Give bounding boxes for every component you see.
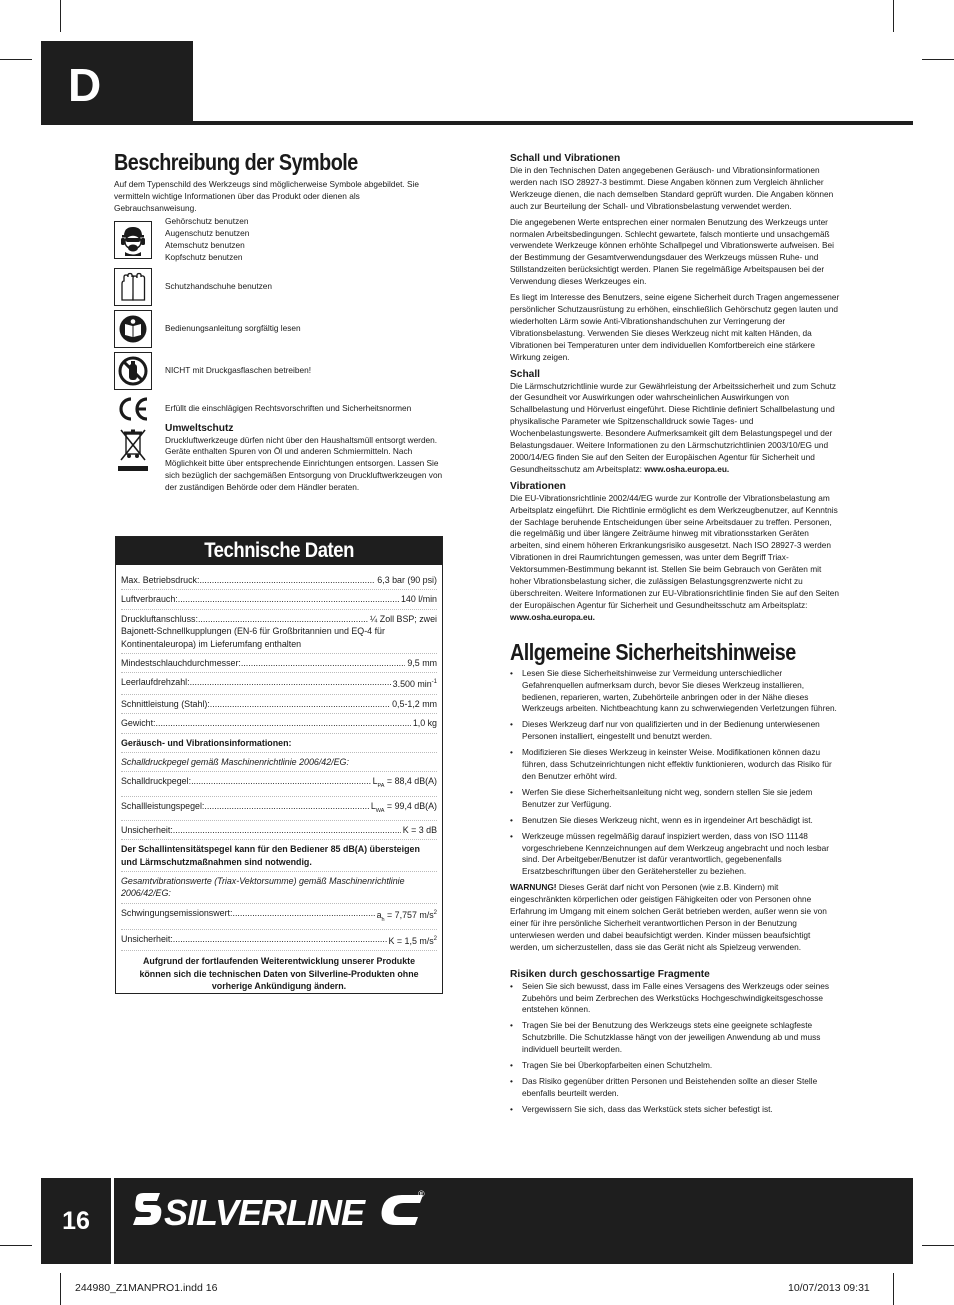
symbol-list: [114, 216, 444, 493]
symbol-label: NICHT mit Druckgasflaschen betreiben!: [165, 364, 312, 375]
crop-mark: [60, 0, 61, 32]
environment-text: Druckluftwerkzeuge dürfen nicht über den Haushaltsmüll entsorgt werden. Geräte enthalten Spuren von Öl und anderen Schmiermitteln. Nach Möglichkeit bitte über entsprechende Einrichtungen entsorgen. Lassen Sie sich bezüglich der sachgemäßen Entsorgung von Druckluftwerkzeugen von der zuständigen Behörde oder dem Händler beraten.: [165, 434, 443, 492]
spec-row: Leerlaufdrehzahl: ..... 3.500 $\min^{-1}$: [121, 673, 437, 694]
crop-mark: [60, 1273, 61, 1305]
tech-data-box: [115, 536, 443, 994]
environment-heading: Umweltschutz: [165, 422, 234, 434]
spec-row: Schnittleistung (Stahl): ..... 0,5-1,2 mm: [121, 695, 437, 714]
tech-data-table: [116, 565, 442, 993]
safety-heading: Allgemeine Sicherheitshinweise: [510, 638, 796, 665]
tech-data-header: [116, 537, 442, 565]
list-item: • Benutzen Sie dieses Werkzeug nicht, wenn es in irgendeiner Art beschädigt ist.: [510, 815, 840, 827]
file-slug: 244980_Z1MANPRO1.indd 16: [75, 1282, 218, 1294]
crop-mark: [0, 1245, 32, 1246]
list-item: • Tragen Sie bei der Benutzung des Werkzeugs stets eine geeignete schlagfeste Schutzbrille. Die Schutzklasse hängt von der jeweiligen Anwendung ab und muss individuell beurteilt werden.: [510, 1020, 840, 1056]
symbol-label: Bedienungsanleitung sorgfältig lesen: [165, 322, 301, 333]
spec-row: Schallleistungspegel: ..... $L_{WA} = 99,4$ dB(A): [121, 797, 437, 821]
symbol-label: Gehörschutz benutzen: [165, 216, 249, 227]
no-gas-cylinder-icon: [114, 352, 152, 390]
list-item: • Lesen Sie diese Sicherheitshinweise zur Vermeidung unterschiedlicher Gefahrenquellen aufmerksam durch, bevor Sie dieses Werkzeug installieren, bedienen, reparieren, warten, Zubehörteile anbringen oder in der Nähe dieses Werkzeugs arbeiten. Nichtbeachtung kann zu schwerwiegenden Verletzungen führen.: [510, 668, 840, 716]
language-letter: D: [68, 59, 101, 111]
vibration-heading: Vibrationen: [510, 480, 566, 492]
spec-row: Gewicht: ..... 1,0 kg: [121, 714, 437, 733]
spec-disclaimer: Aufgrund der fortlaufenden Weiterentwicklung unserer Produkte können sich die technischen Daten von Silverline-Produkten ohne vorherige Ankündigung ändern.: [139, 956, 419, 992]
crop-mark: [922, 59, 954, 60]
page-number: 16: [62, 1206, 90, 1235]
header-rule: [41, 121, 913, 125]
warning-label: WARNUNG!: [510, 882, 557, 893]
list-item: • Modifizieren Sie dieses Werkzeug in keinster Weise. Modifikationen können dazu führen, dass Schutzeinrichtungen nicht effektiv funktionieren, wodurch das Risiko für den Benutzer erhöht wird.: [510, 747, 840, 783]
list-item: • Werfen Sie diese Sicherheitsanleitung nicht weg, sondern stellen Sie sie jedem Benutzer zur Verfügung.: [510, 787, 840, 811]
crop-mark: [922, 1245, 954, 1246]
silverline-logo: [130, 1185, 430, 1250]
brand-wordmark: SILVERLINE: [164, 1192, 365, 1233]
date-slug: 10/07/2013 09:31: [788, 1282, 870, 1294]
crop-mark: [893, 0, 894, 32]
spec-section-heading: Geräusch- und Vibrationsinformationen:: [121, 734, 437, 753]
symbol-row-manual: [114, 310, 444, 348]
list-item: • Seien Sie sich bewusst, dass im Falle eines Versagens des Werkzeugs oder seines Zubehörs und beim Zerbrechen des Werkstücks Hochgeschwindigkeitsgeschosse entstehen können.: [510, 981, 840, 1017]
spec-note: Schalldruckpegel gemäß Maschinenrichtlinie 2006/42/EG:: [121, 753, 437, 772]
gloves-icon: [114, 268, 152, 306]
sound-vibration-heading: Schall und Vibrationen: [510, 153, 621, 164]
symbol-label: Atemschutz benutzen: [165, 239, 245, 250]
list-item: • Vergewissern Sie sich, dass das Werkstück stets sicher befestigt ist.: [510, 1104, 840, 1116]
paragraph: Die EU-Vibrationsrichtlinie 2002/44/EG wurde zur Kontrolle der Vibrationsbelastung am Arbeitsplatz eingeführt. Die Richtlinie ermöglicht es dem Werkzeugbenutzer, auf Kenntnis der Sachlage beruhende Entscheidungen über seine Arbeitsdauer zu treffen. Personen, die regelmäßig und über längere Zeiträume hinweg mit vibrationsstarken Geräten arbeiten, sind einem höheren Erkrankungsrisiko ausgesetzt. Nach ISO 28927-3 werden Vibrationen in drei Raumrichtungen gemessen, was unter dem Begriff Triax-Vektorsummen-Bestimmung bekannt ist. Stellen Sie beim Gebrauch von Geräten mit hoher Vibrationsbelastung sicher, die zulässigen Belastungsgrenzwerte nicht zu überschreiten. Weitere Informationen zur EU-Vibrationsrichtlinie finden Sie auf den Seiten der Europäischen Agentur für Sicherheit und Gesundheitsschutz am Arbeitsplatz: www.osha.europa.eu.: [510, 492, 839, 622]
symbol-label: Erfüllt die einschlägigen Rechtsvorschriften und Sicherheitsnormen: [165, 402, 412, 413]
symbol-row-ce: [114, 394, 444, 424]
osha-link[interactable]: www.osha.europa.eu.: [644, 463, 730, 474]
symbol-row-no-gas: [114, 352, 444, 390]
sound-heading: Schall: [510, 368, 541, 380]
right-column: [510, 152, 840, 1120]
symbol-row-ppe: [114, 216, 444, 263]
spec-row: Druckluftanschluss: ..... ¼ Zoll BSP; zwei Bajonett-Schnellkupplungen (EN-6 für Großbritannien und EQ-4 für Kontinentaleuropa) im Lieferumfang enthalten: [121, 610, 437, 654]
list-item: • Werkzeuge müssen regelmäßig darauf inspiziert werden, dass von ISO 11148 vorgeschriebene Kennzeichnungen auf dem Werkzeug angebracht und noch lesbar sind. Der Arbeitgeber/Benutzer ist dafür verantwortlich, gegebenenfalls Ersatzbeschriftungen über den Gerätehersteller zu beziehen.: [510, 831, 840, 879]
symbols-heading: Beschreibung der Symbole: [114, 149, 358, 175]
osha-link[interactable]: www.osha.europa.eu.: [510, 611, 595, 622]
ce-mark-icon: [114, 394, 152, 424]
registered-mark: ®: [418, 1189, 425, 1199]
warning-paragraph: WARNUNG! Dieses Gerät darf nicht von Personen (wie z.B. Kindern) mit eingeschränkten körperlichen oder geistigen Fähigkeiten oder von Personen ohne Erfahrung im Umgang mit einem solchen Gerät betrieben werden, außer wenn sie von einer für ihre persönliche Sicherheit verantwortlichen Person in der Benutzung unterwiesen werden und dabei beaufsichtigt werden. Kinder müssen beaufsichtigt werden, um sicherzustellen, dass sie das Gerät nicht als Spielzeug verwenden.: [510, 882, 827, 952]
fragments-list: [510, 981, 840, 1116]
spec-row: Schalldruckpegel: ..... $L_{PA} = 88,4$ dB(A): [121, 772, 437, 796]
spec-row: Max. Betriebsdruck: ..... 6,3 bar (90 psi): [121, 571, 437, 590]
paragraph: Es liegt im Interesse des Benutzers, seine eigene Sicherheit durch Tragen angemessener persönlicher Schutzausrüstung zu erhöhen, einschließlich Gehörschutz gegen lauten und wiederholten Lärm sowie Anti-Vibrationshandschuhen zur Verringerung der Vibrationsbelastung. Verwenden Sie dieses Werkzeug nicht mit kalten Händen, da Vibrationen bei Temperaturen unter dem individuellen Komfortbereich eine stärkere Wirkung zeigen.: [510, 292, 840, 362]
symbols-section: [114, 148, 444, 498]
language-tab: [41, 41, 193, 125]
spec-row: Unsicherheit: ..... K = 1,5 $m/s^2$: [121, 930, 437, 951]
page-number-box: [41, 1178, 114, 1264]
noise-warning: Der Schallintensitätspegel kann für den Bediener 85 dB(A) übersteigen und Lärmschutzmaßnahmen sind notwendig.: [121, 840, 437, 872]
safety-list: [510, 668, 840, 879]
list-item: • Das Risiko gegenüber dritten Personen und Beistehenden sollte an dieser Stelle ebenfalls beurteilt werden.: [510, 1076, 840, 1100]
tech-data-title: Technische Daten: [204, 539, 354, 562]
symbol-label: Schutzhandschuhe benutzen: [165, 280, 273, 291]
paragraph: Die Lärmschutzrichtlinie wurde zur Gewährleistung der Arbeitssicherheit und zum Schutz der Gesundheit vor Auswirkungen oder wahrscheinlichen Auswirkungen von Schallbelastung und Hörverlust eingeführt. Diese Richtlinie definiert Schallbelastung und physikalische Parameter wie Spitzenschalldruck sowie Tages- und Wochenbelastungswerte. Besondere Aufmerksamkeit gilt dem Belastungspegel und der Belastungsdauer. Weitere Informationen zu den Lärmschutzrichtlinien 2003/10/EG und 2000/14/EG finden Sie auf den Seiten der Europäischen Agentur für Sicherheit und Gesundheitsschutz am Arbeitsplatz: www.osha.europa.eu.: [510, 380, 837, 474]
spec-row: Schwingungsemissionswert: ..... $a_h = 7,757$ $m/s^2$: [121, 904, 437, 930]
symbols-intro: Auf dem Typenschild des Werkzeugs sind möglicherweise Symbole abgebildet. Sie vermitteln wichtige Informationen über das Produkt oder dienen als Gebrauchsanweisung.: [114, 179, 419, 213]
spec-note: Gesamtvibrationswerte (Triax-Vektorsumme) gemäß Maschinenrichtlinie 2006/42/EG:: [121, 872, 437, 904]
spec-row: Mindestschlauchdurchmesser: ..... 9,5 mm: [121, 654, 437, 673]
paragraph: Die angegebenen Werte entsprechen einer normalen Benutzung des Werkzeugs unter normalen Arbeitsbedingungen. Schlecht gewartete, falsch montierte und unsachgemäß verwendete Werkzeuge können erhöhte Schallpegel und Vibrationswerte aufweisen. Bei der Bestimmung der Gesamtverwendungsdauer des Werkzeugs müssen Ruhe- und Stillstandzeiten berücksichtigt werden. Planen Sie regelmäßige Arbeitspausen bei der Verwendung dieses Werkzeuges ein.: [510, 216, 834, 287]
spec-row: Luftverbrauch: ..... 140 l/min: [121, 590, 437, 609]
paragraph: Die in den Technischen Daten angegebenen Geräusch- und Vibrationsinformationen werden nach ISO 28927-3 bestimmt. Diese Angaben können zum Vergleich ähnlicher Werkzeuge dienen, die nach demselben Standard geprüft wurden. Die Angaben können auch zur Beurteilung der Schall- und Vibrationsbelastung verwendet werden.: [510, 165, 834, 211]
symbol-label: Kopfschutz benutzen: [165, 251, 243, 262]
manual-icon: [114, 310, 152, 348]
fragments-heading: Risiken durch geschossartige Fragmente: [510, 968, 710, 980]
ppe-head-icon: [114, 221, 152, 259]
weee-bin-icon: [114, 428, 152, 471]
list-item: • Tragen Sie bei Überkopfarbeiten einen Schutzhelm.: [510, 1060, 840, 1072]
crop-mark: [0, 59, 32, 60]
symbol-row-gloves: [114, 268, 444, 306]
spec-row: Unsicherheit: ..... K = 3 dB: [121, 821, 437, 840]
environment-row: [114, 422, 444, 494]
symbol-label: Augenschutz benutzen: [165, 228, 250, 239]
crop-mark: [893, 1273, 894, 1305]
list-item: • Dieses Werkzeug darf nur von qualifizierten und in der Bedienung unterwiesenen Personen installiert, eingestellt und benutzt werden.: [510, 719, 840, 743]
